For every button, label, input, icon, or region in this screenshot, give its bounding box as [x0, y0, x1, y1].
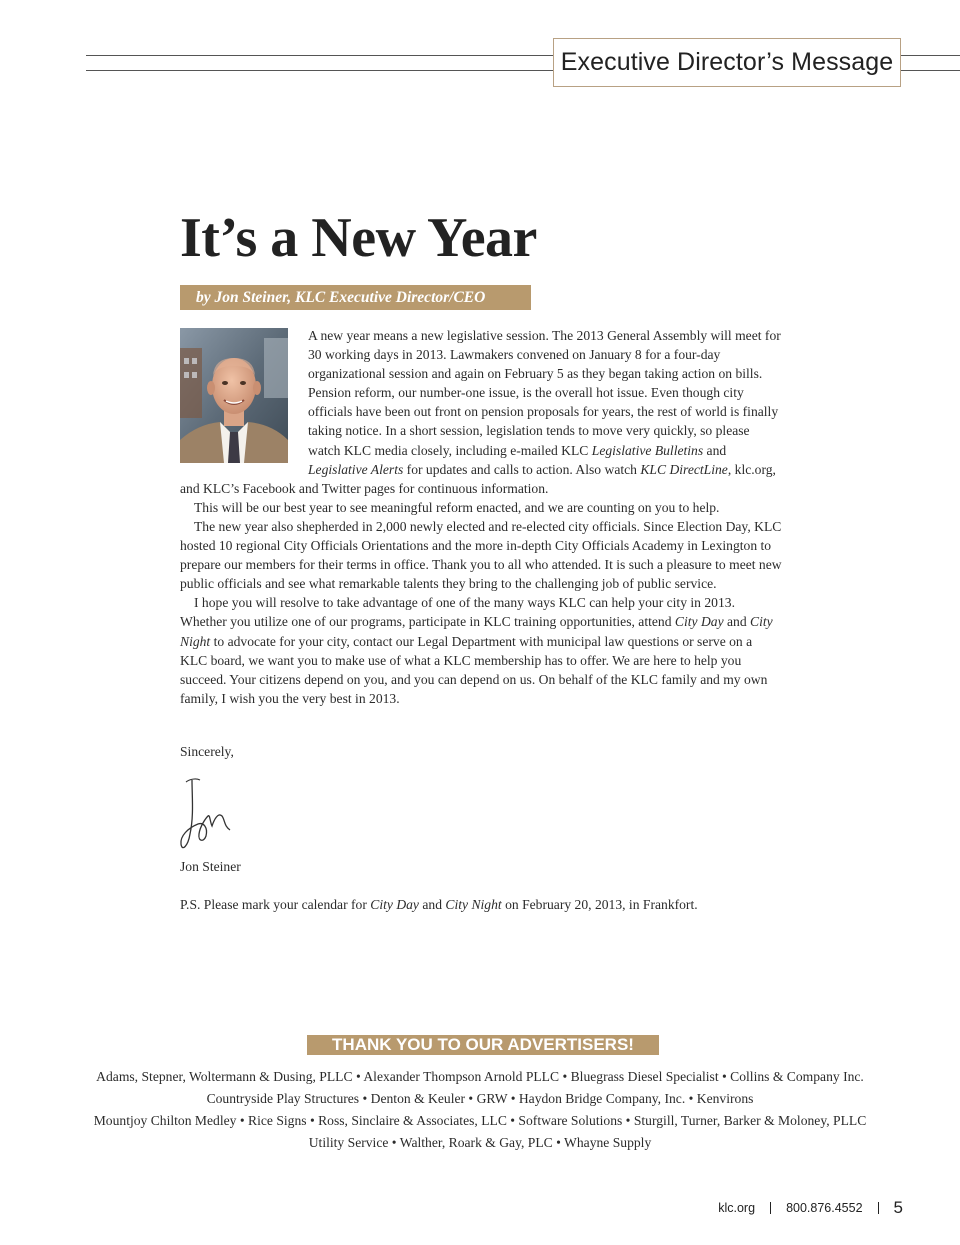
paragraph-1-text-c: and: [703, 442, 727, 458]
page-footer: [718, 1198, 903, 1218]
footer-divider: [878, 1202, 879, 1214]
paragraph-1-text-g: , klc.org, and KLC’s Facebook and Twitter pages for continuous information.: [180, 461, 776, 496]
legislative-alerts-title: Legislative Alerts: [308, 461, 404, 477]
advertisers-heading: THANK YOU TO OUR ADVERTISERS!: [307, 1035, 659, 1055]
article-title: It’s a New Year: [180, 207, 537, 269]
closing-sincerely: Sincerely,: [180, 744, 234, 759]
postscript-text-a: P.S. Please mark your calendar for: [180, 897, 371, 912]
paragraph-4-text-a: I hope you will resolve to take advantage of one of the many ways KLC can help your city in 2013. Whether you utilize one of our programs, participate in KLC training opportunities, attend: [180, 595, 735, 630]
klc-directline-title: KLC DirectLine: [640, 461, 728, 477]
city-day-title: City Day: [674, 614, 724, 630]
postscript-text-e: on February 20, 2013, in Frankfort.: [501, 897, 698, 912]
header-rule-top-left: [86, 55, 553, 56]
footer-phone: 800.876.4552: [786, 1201, 863, 1215]
city-night-title: City Night: [180, 614, 773, 649]
paragraph-4-text-c: and: [723, 614, 751, 630]
footer-divider: [770, 1202, 771, 1214]
advertisers-line-1: Adams, Stepner, Woltermann & Dusing, PLLC • Alexander Thompson Arnold PLLC • Bluegrass Diesel Specialist • Collins & Company Inc.: [96, 1069, 864, 1084]
handwritten-signature: [178, 776, 240, 856]
header-rule-top-right: [901, 55, 960, 56]
page-number: 5: [893, 1198, 903, 1217]
advertisers-line-3: Mountjoy Chilton Medley • Rice Signs • Ross, Sinclaire & Associates, LLC • Software Solutions • Sturgill, Turner, Barker & Moloney, PLLC: [93, 1113, 867, 1128]
portrait-space: [180, 326, 308, 477]
paragraph-4-text-e: to advocate for your city, contact our Legal Department with municipal law questions or serve on a KLC board, we want you to make use of what a KLC membership has to offer. We are here to help you succeed. Your citizens depend on you, and you can depend on us. On behalf of the KLC family and my own family, I wish you the very best in 2013.: [180, 633, 768, 706]
advertisers-line-4: Utility Service • Walther, Roark & Gay, PLC • Whayne Supply: [308, 1135, 652, 1150]
paragraph-2: This will be our best year to see meaningful reform enacted, and we are counting on you to help.: [194, 499, 720, 515]
ps-city-night: City Night: [445, 897, 502, 912]
paragraph-3: The new year also shepherded in 2,000 newly elected and re-elected city officials. Since Election Day, KLC hosted 10 regional City Officials Orientations and the more in-depth City Officials Academy in Lexington to prepare our members for their terms in office. Thank you to all who attended. It is such a pleasure to meet new public officials and see what remarkable talents they bring to the challenging job of public service.: [180, 518, 782, 592]
article-body: [180, 326, 782, 708]
article-byline: by Jon Steiner, KLC Executive Director/CEO: [180, 285, 531, 310]
postscript: [180, 897, 698, 913]
signer-name: Jon Steiner: [180, 859, 241, 874]
section-header-tab: [553, 38, 901, 87]
footer-website[interactable]: klc.org: [718, 1201, 756, 1215]
paragraph-1-text-e: for updates and calls to action. Also watch: [403, 461, 641, 477]
legislative-bulletins-title: Legislative Bulletins: [591, 442, 704, 458]
paragraph-4: [180, 593, 782, 708]
paragraph-1-text-a: A new year means a new legislative session. The 2013 General Assembly will meet for 30 working days in 2013. Lawmakers convened on January 8 for a four-day organizational session and again on February 5 as they began taking action on bills. Pension reform, our number-one issue, is the overall hot issue. Even though city officials have been out front on pension proposals for years, the rest of world is finally taking notice. In a short session, legislation tends to move very quickly, so please watch KLC media closely, including e-mailed KLC: [308, 328, 781, 458]
section-title: Executive Director’s Message: [560, 48, 894, 76]
postscript-text-c: and: [418, 897, 446, 912]
header-rule-bottom-left: [86, 70, 553, 71]
header-rule-bottom-right: [901, 70, 960, 71]
ps-city-day: City Day: [370, 897, 419, 912]
advertisers-line-2: Countryside Play Structures • Denton & Keuler • GRW • Haydon Bridge Company, Inc. • Kenvirons: [206, 1091, 754, 1106]
